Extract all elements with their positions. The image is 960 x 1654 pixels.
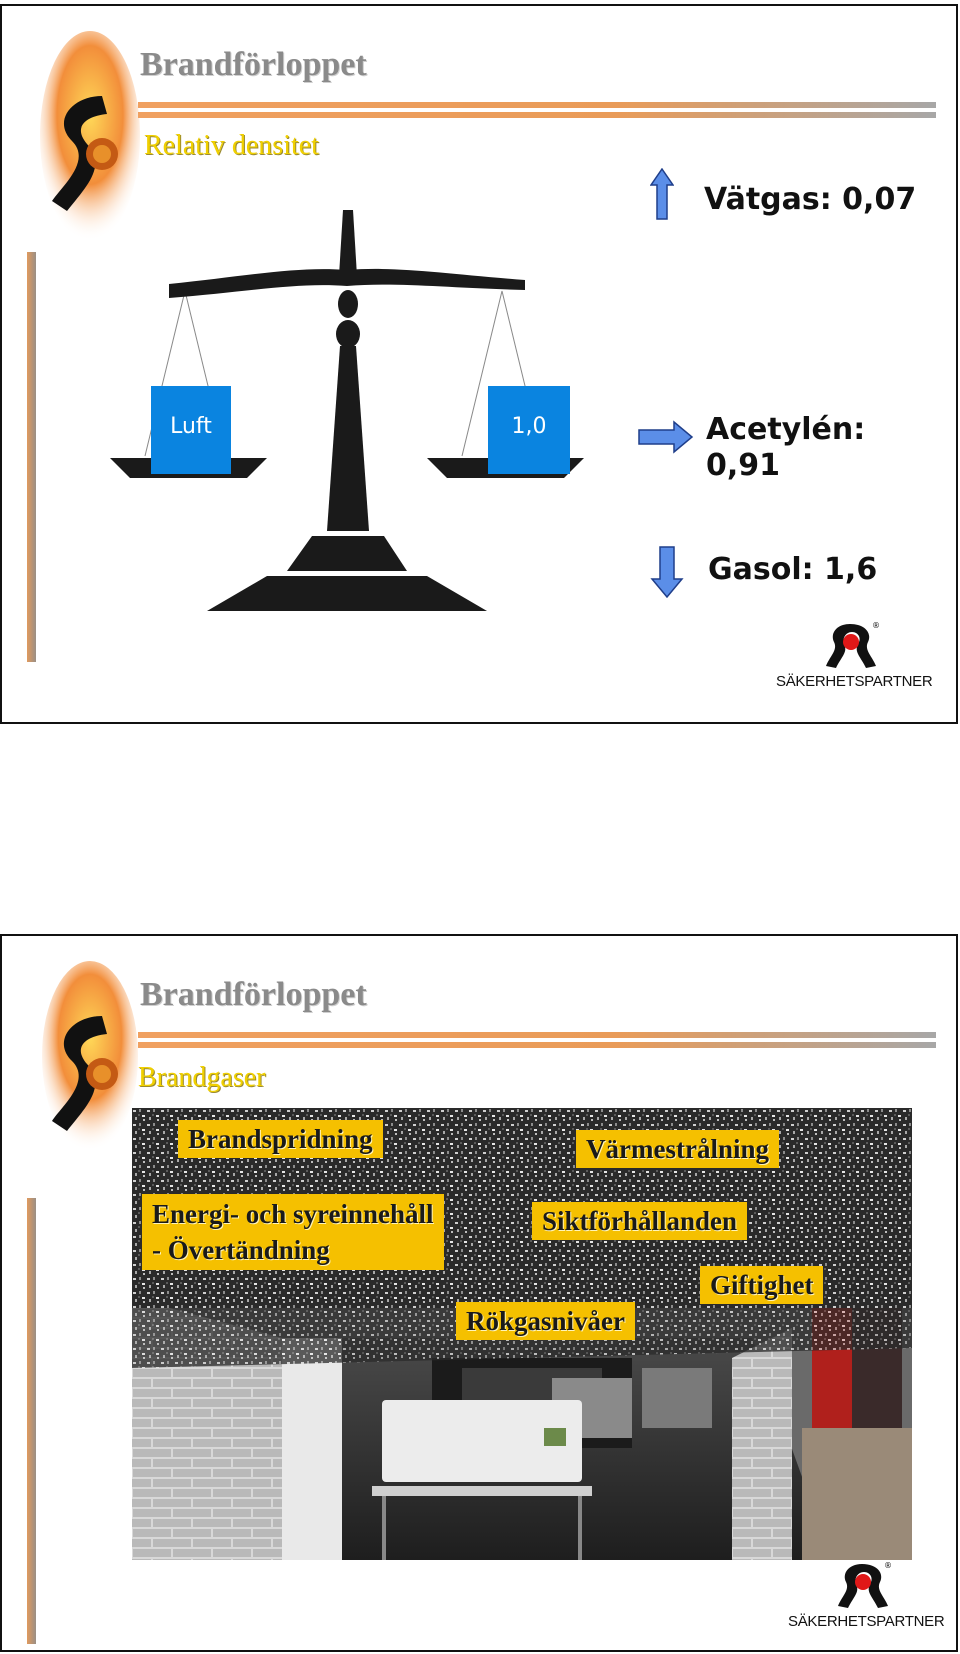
left-pan-label: Luft	[170, 414, 212, 439]
logo-mark-icon	[834, 1560, 892, 1610]
gas-acetylene-label: Acetylén: 0,91	[706, 412, 866, 483]
title-rule	[138, 102, 936, 119]
right-pan-box	[488, 386, 570, 474]
label-heat-radiation: Värmestrålning	[576, 1130, 779, 1168]
flame-logo-icon	[32, 956, 142, 1196]
slide-subtitle: Brandgaser	[138, 1062, 266, 1093]
label-fire-spread: Brandspridning	[178, 1120, 383, 1158]
label-visibility: Siktförhållanden	[532, 1202, 747, 1240]
slide-subtitle: Relativ densitet	[144, 130, 319, 161]
slide-fire-gases	[0, 934, 958, 1652]
gas-lpg-label: Gasol: 1,6	[708, 552, 878, 587]
slide-title: Brandförloppet	[140, 46, 367, 83]
slide-relative-density	[0, 4, 958, 724]
title-rule	[138, 1032, 936, 1049]
label-toxicity: Giftighet	[700, 1266, 823, 1304]
arrow-up-icon	[650, 168, 674, 220]
sakerhetspartner-logo	[788, 1560, 945, 1630]
logo-wordmark: SÄKERHETSPARTNER	[788, 1613, 945, 1630]
left-pan-box	[151, 386, 231, 474]
svg-text:®: ®	[872, 621, 880, 630]
sakerhetspartner-logo	[776, 620, 933, 690]
left-accent-bar	[27, 1198, 36, 1644]
logo-mark-icon	[822, 620, 880, 670]
gas-hydrogen-label: Vätgas: 0,07	[704, 182, 917, 217]
arrow-down-icon	[650, 546, 684, 598]
left-accent-bar	[27, 252, 36, 662]
slide-title: Brandförloppet	[140, 976, 367, 1013]
svg-text:®: ®	[884, 1561, 892, 1570]
right-pan-label: 1,0	[511, 414, 547, 439]
logo-wordmark: SÄKERHETSPARTNER	[776, 673, 933, 690]
label-energy-oxygen: Energi- och syreinnehåll - Övertändning	[142, 1194, 444, 1270]
arrow-right-icon	[638, 420, 694, 454]
label-smoke-levels: Rökgasnivåer	[456, 1302, 635, 1340]
